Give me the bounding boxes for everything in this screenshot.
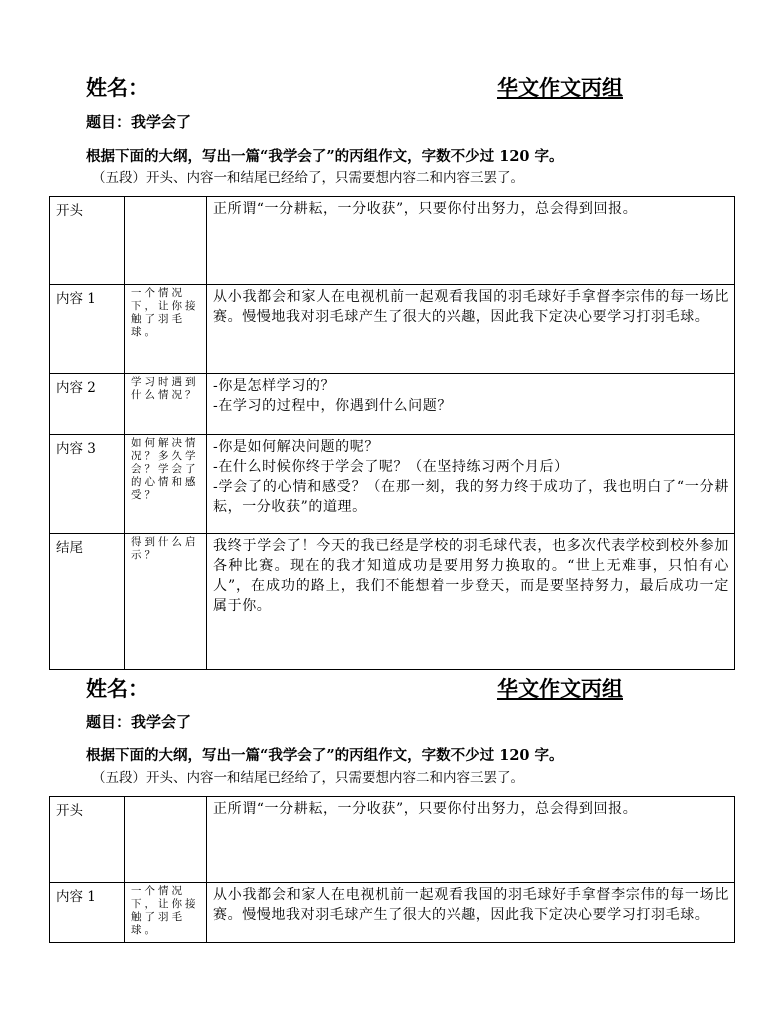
- content-line: -你是如何解决问题的呢？: [213, 439, 379, 455]
- row-label: 开头: [50, 197, 125, 285]
- row-label: 内容 3: [50, 435, 125, 534]
- outline-table: [49, 796, 735, 943]
- row-label: 内容 1: [50, 883, 125, 943]
- content-line: -在什么时候你终于学会了呢？（在坚持练习两个月后）: [213, 459, 569, 475]
- outline-row-content-1: [50, 883, 735, 943]
- row-label: 结尾: [50, 534, 125, 670]
- instructions-note: （五段）开头、内容一和结尾已经给了，只需要想内容二和内容三罢了。: [92, 770, 524, 786]
- row-label: 内容 2: [50, 374, 125, 435]
- instructions-note: （五段）开头、内容一和结尾已经给了，只需要想内容二和内容三罢了。: [92, 170, 524, 186]
- category-title: 华文作文丙组: [497, 676, 623, 701]
- content-line: -你是怎样学习的？: [213, 378, 336, 394]
- outline-row-opening: [50, 797, 735, 883]
- instructions: 根据下面的大纲，写出一篇“我学会了”的丙组作文，字数不少过 120 字。: [86, 148, 564, 165]
- student-name-label: 姓名：: [86, 676, 149, 701]
- content-line: 我终于学会了！今天的我已经是学校的羽毛球代表，也多次代表学校到校外参加各种比赛。现在的我才知道成功是要用努力换取的。“世上无难事，只怕有心人”，在成功的路上，我们不能想着一步登天，而是要坚持努力，最后成功一定属于你。: [213, 538, 729, 614]
- row-content: [207, 883, 735, 943]
- row-label: 开头: [50, 797, 125, 883]
- row-hint: 如何解决情况？多久学会？学会了的心情和感受？: [125, 435, 207, 534]
- student-name-label: 姓名：: [86, 75, 149, 100]
- row-hint: 一个情况下，让你接触了羽毛球。: [125, 285, 207, 374]
- essay-topic: 题目：我学会了: [86, 113, 192, 131]
- category-title: 华文作文丙组: [497, 75, 623, 100]
- content-line: 正所谓“一分耕耘，一分收获”，只要你付出努力，总会得到回报。: [213, 201, 638, 217]
- content-line: -在学习的过程中，你遇到什么问题？: [213, 398, 452, 414]
- row-label: 内容 1: [50, 285, 125, 374]
- content-line: 从小我都会和家人在电视机前一起观看我国的羽毛球好手拿督李宗伟的每一场比赛。慢慢地我对羽毛球产生了很大的兴趣，因此我下定决心要学习打羽毛球。: [213, 289, 729, 325]
- content-line: -学会了的心情和感受？（在那一刻，我的努力终于成功了，我也明白了“一分耕耘，一分收获”的道理。: [213, 479, 729, 515]
- row-hint: [125, 797, 207, 883]
- row-hint: 一个情况下，让你接触了羽毛球。: [125, 883, 207, 943]
- row-hint: 学习时遇到什么情况？: [125, 374, 207, 435]
- essay-topic: 题目：我学会了: [86, 713, 192, 731]
- content-line: 从小我都会和家人在电视机前一起观看我国的羽毛球好手拿督李宗伟的每一场比赛。慢慢地我对羽毛球产生了很大的兴趣，因此我下定决心要学习打羽毛球。: [213, 887, 729, 923]
- instructions: 根据下面的大纲，写出一篇“我学会了”的丙组作文，字数不少过 120 字。: [86, 747, 564, 764]
- row-content: [207, 797, 735, 883]
- row-hint: 得到什么启示？: [125, 534, 207, 670]
- content-line: 正所谓“一分耕耘，一分收获”，只要你付出努力，总会得到回报。: [213, 801, 638, 817]
